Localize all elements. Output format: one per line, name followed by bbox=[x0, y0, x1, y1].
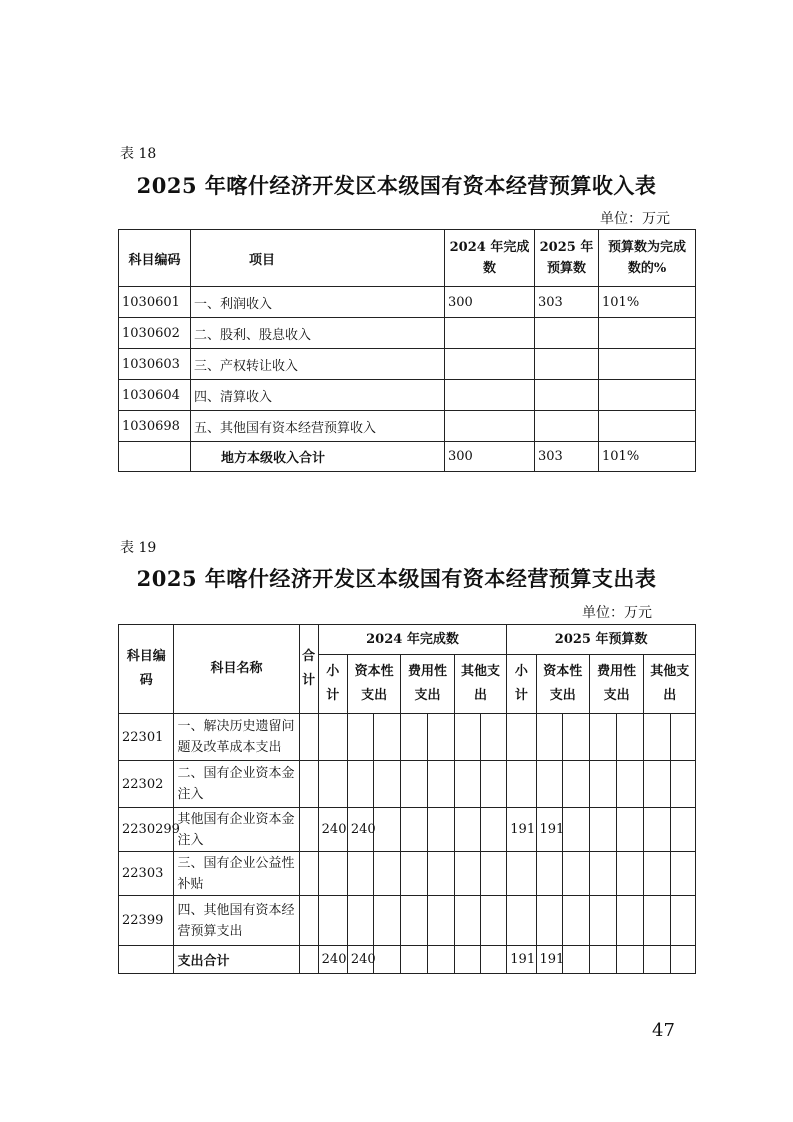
row-capital-2025: 191 bbox=[536, 808, 562, 852]
row-subtotal-2025: 191 bbox=[507, 808, 536, 852]
row-capital-2024: 240 bbox=[347, 808, 373, 852]
total-budget: 303 bbox=[535, 442, 599, 472]
total-done: 300 bbox=[445, 442, 535, 472]
row-code: 22301 bbox=[119, 714, 174, 761]
total-label: 地方本级收入合计 bbox=[191, 442, 445, 472]
header-name: 科目名称 bbox=[174, 625, 299, 714]
row-name: 三、国有企业公益性补贴 bbox=[174, 852, 299, 896]
row-subtotal-2024 bbox=[318, 852, 347, 896]
row-budget: 303 bbox=[535, 287, 599, 318]
row-done bbox=[445, 349, 535, 380]
total-label: 支出合计 bbox=[174, 946, 299, 974]
row-code: 1030604 bbox=[119, 380, 191, 411]
header-subtotal-2025: 小计 bbox=[507, 655, 536, 714]
row-name: 其他国有企业资本金注入 bbox=[174, 808, 299, 852]
row-budget bbox=[535, 318, 599, 349]
row-capital-2025 bbox=[536, 852, 562, 896]
table-row bbox=[119, 761, 696, 808]
header-budget-2025: 2025 年预算数 bbox=[535, 230, 599, 287]
header-ratio: 预算数为完成数的% bbox=[599, 230, 696, 287]
row-item: 一、利润收入 bbox=[191, 287, 445, 318]
row-done bbox=[445, 380, 535, 411]
row-code: 1030602 bbox=[119, 318, 191, 349]
row-ratio bbox=[599, 318, 696, 349]
row-capital-2024 bbox=[347, 852, 373, 896]
row-item: 五、其他国有资本经营预算收入 bbox=[191, 411, 445, 442]
row-subtotal-2025 bbox=[507, 761, 536, 808]
header-done-2024: 2024 年完成数 bbox=[445, 230, 535, 287]
row-ratio: 101% bbox=[599, 287, 696, 318]
row-budget bbox=[535, 349, 599, 380]
row-ratio bbox=[599, 380, 696, 411]
header-expense-2024: 费用性支出 bbox=[401, 655, 454, 714]
header-total: 合计 bbox=[299, 625, 318, 714]
total-ratio: 101% bbox=[599, 442, 696, 472]
table-row bbox=[119, 714, 696, 761]
header-item: 项目 bbox=[191, 230, 445, 287]
row-item: 三、产权转让收入 bbox=[191, 349, 445, 380]
row-capital-2025 bbox=[536, 714, 562, 761]
total-row bbox=[119, 442, 696, 472]
income-table bbox=[118, 229, 696, 472]
row-code: 22303 bbox=[119, 852, 174, 896]
total-subtotal-2024: 240 bbox=[318, 946, 347, 974]
total-row bbox=[119, 946, 696, 974]
table19-caption: 表 19 bbox=[120, 540, 157, 556]
table-row bbox=[119, 808, 696, 852]
row-item: 二、股利、股息收入 bbox=[191, 318, 445, 349]
row-budget bbox=[535, 380, 599, 411]
header-group-2024: 2024 年完成数 bbox=[318, 625, 507, 655]
table-row bbox=[119, 411, 696, 442]
row-name: 二、国有企业资本金注入 bbox=[174, 761, 299, 808]
row-capital-2025 bbox=[536, 896, 562, 946]
row-budget bbox=[535, 411, 599, 442]
row-subtotal-2024 bbox=[318, 714, 347, 761]
table18-caption: 表 18 bbox=[120, 146, 157, 162]
header-code: 科目编码 bbox=[119, 625, 174, 714]
row-capital-2024 bbox=[347, 714, 373, 761]
header-subtotal-2024: 小计 bbox=[318, 655, 347, 714]
row-code: 1030698 bbox=[119, 411, 191, 442]
header-other-2024: 其他支出 bbox=[454, 655, 507, 714]
row-capital-2024 bbox=[347, 896, 373, 946]
row-name: 一、解决历史遗留问题及改革成本支出 bbox=[174, 714, 299, 761]
row-done bbox=[445, 318, 535, 349]
row-done bbox=[445, 411, 535, 442]
table19-unit: 单位：万元 bbox=[582, 605, 652, 621]
table-row bbox=[119, 380, 696, 411]
row-code: 1030603 bbox=[119, 349, 191, 380]
table-row bbox=[119, 287, 696, 318]
expense-table bbox=[118, 624, 696, 974]
header-code: 科目编码 bbox=[119, 230, 191, 287]
row-subtotal-2024 bbox=[318, 761, 347, 808]
total-capital-2024: 240 bbox=[347, 946, 373, 974]
row-capital-2024 bbox=[347, 761, 373, 808]
header-other-2025: 其他支出 bbox=[644, 655, 696, 714]
header-capital-2025: 资本性支出 bbox=[536, 655, 589, 714]
row-ratio bbox=[599, 349, 696, 380]
row-subtotal-2025 bbox=[507, 896, 536, 946]
table18-title: 2025 年喀什经济开发区本级国有资本经营预算收入表 bbox=[136, 173, 657, 198]
table-row bbox=[119, 852, 696, 896]
row-subtotal-2025 bbox=[507, 714, 536, 761]
total-capital-2025: 191 bbox=[536, 946, 562, 974]
table-row bbox=[119, 318, 696, 349]
table19-title: 2025 年喀什经济开发区本级国有资本经营预算支出表 bbox=[136, 566, 657, 591]
row-code: 2230299 bbox=[119, 808, 174, 852]
header-capital-2024: 资本性支出 bbox=[347, 655, 400, 714]
row-code: 1030601 bbox=[119, 287, 191, 318]
row-name: 四、其他国有资本经营预算支出 bbox=[174, 896, 299, 946]
total-subtotal-2025: 191 bbox=[507, 946, 536, 974]
row-done: 300 bbox=[445, 287, 535, 318]
row-subtotal-2025 bbox=[507, 852, 536, 896]
row-item: 四、清算收入 bbox=[191, 380, 445, 411]
row-subtotal-2024 bbox=[318, 896, 347, 946]
header-group-2025: 2025 年预算数 bbox=[507, 625, 696, 655]
page-number: 47 bbox=[652, 1020, 675, 1041]
row-subtotal-2024: 240 bbox=[318, 808, 347, 852]
row-code: 22302 bbox=[119, 761, 174, 808]
table18-unit: 单位：万元 bbox=[600, 211, 670, 227]
header-expense-2025: 费用性支出 bbox=[589, 655, 643, 714]
table-row bbox=[119, 896, 696, 946]
row-ratio bbox=[599, 411, 696, 442]
row-capital-2025 bbox=[536, 761, 562, 808]
table-row bbox=[119, 349, 696, 380]
row-code: 22399 bbox=[119, 896, 174, 946]
